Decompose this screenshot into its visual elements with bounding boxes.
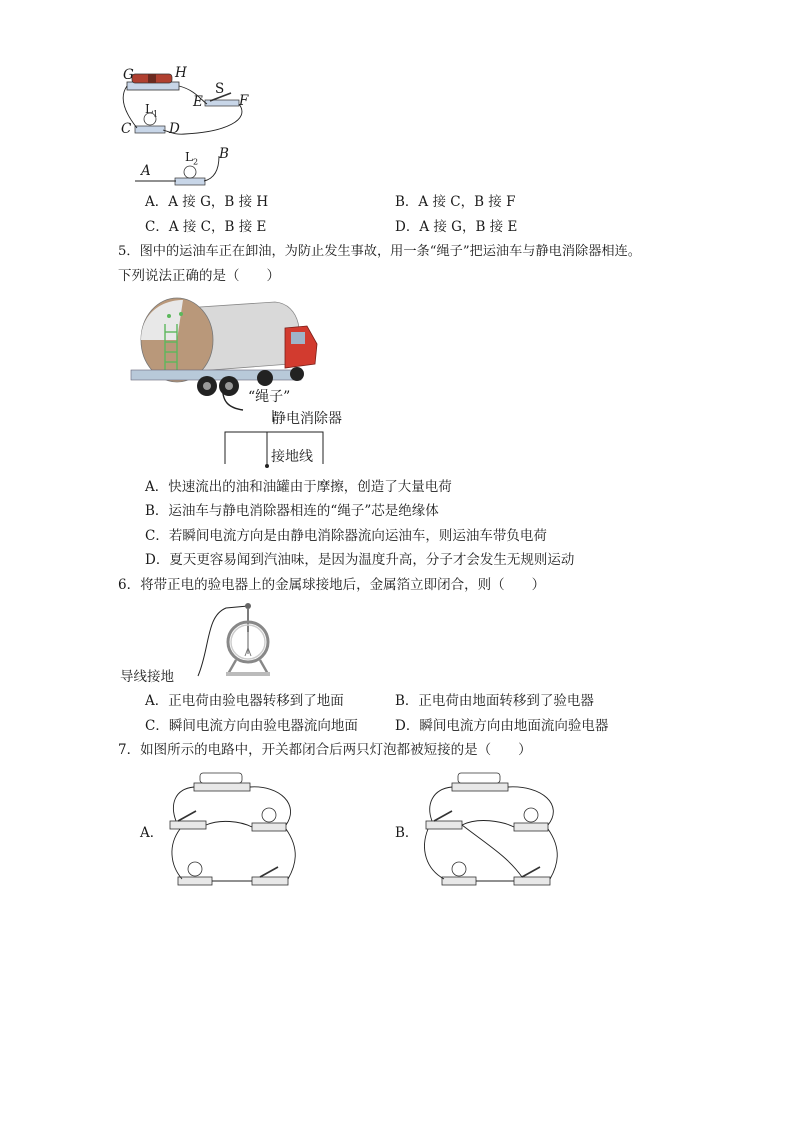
q5-option-a: A．快速流出的油和油罐由于摩擦，创造了大量电荷 (145, 479, 452, 495)
q5-option-c: C．若瞬间电流方向是由静电消除器流向运油车，则运油车带负电荷 (145, 528, 547, 544)
q6-option-c: C．瞬间电流方向由验电器流向地面 (145, 718, 358, 734)
q4-label-l2: $L_2$ (185, 150, 199, 167)
q5-rope-label: “绳子” (248, 389, 291, 405)
q6-option-b: B．正电荷由地面转移到了验电器 (395, 693, 594, 709)
q4-circuit-figure (115, 60, 255, 190)
q4-label-e: E (193, 94, 203, 110)
q4-label-g: G (123, 67, 134, 83)
q4-option-c: C．A 接 C，B 接 E (145, 219, 267, 235)
q4-label-a: A (141, 163, 151, 179)
q4-label-f: F (239, 93, 249, 109)
q5-stem-line2: 下列说法正确的是（ ） (118, 268, 280, 284)
q4-label-d: D (169, 121, 180, 137)
q4-label-b: B (219, 146, 229, 162)
q7-figure-a-label: A． (140, 825, 164, 841)
q5-option-b: B．运油车与静电消除器相连的“绳子”芯是绝缘体 (145, 503, 439, 519)
q5-tanker-figure (125, 292, 355, 472)
q4-label-h: H (175, 65, 187, 81)
q6-option-d: D．瞬间电流方向由地面流向验电器 (395, 718, 609, 734)
q5-eliminator-label: 静电消除器 (272, 411, 342, 427)
q5-option-d: D．夏天更容易闻到汽油味，是因为温度升高，分子才会发生无规则运动 (145, 552, 575, 568)
q6-electroscope-figure (118, 598, 298, 688)
q5-stem-line1: 5．图中的运油车正在卸油，为防止发生事故，用一条“绳子”把运油车与静电消除器相连。 (118, 244, 641, 259)
q7-figure-b-label: B． (395, 825, 419, 841)
q6-stem: 6．将带正电的验电器上的金属球接地后，金属箔立即闭合，则（ ） (118, 577, 546, 593)
q5-ground-label: 接地线 (271, 449, 313, 465)
q4-option-b: B．A 接 C，B 接 F (395, 194, 516, 210)
q7-stem: 7．如图所示的电路中，开关都闭合后两只灯泡都被短接的是（ ） (118, 742, 532, 758)
q7-circuit-a (160, 765, 310, 900)
q6-wire-label: 导线接地 (120, 669, 174, 685)
q4-label-l1: $L_1$ (145, 102, 159, 119)
q7-circuit-b (418, 765, 568, 900)
q4-option-d: D．A 接 G，B 接 E (395, 219, 518, 235)
q4-label-s: S (215, 81, 225, 97)
q4-label-c: C (121, 121, 132, 137)
q6-option-a: A．正电荷由验电器转移到了地面 (145, 693, 344, 709)
q4-option-a: A．A 接 G，B 接 H (145, 194, 269, 210)
